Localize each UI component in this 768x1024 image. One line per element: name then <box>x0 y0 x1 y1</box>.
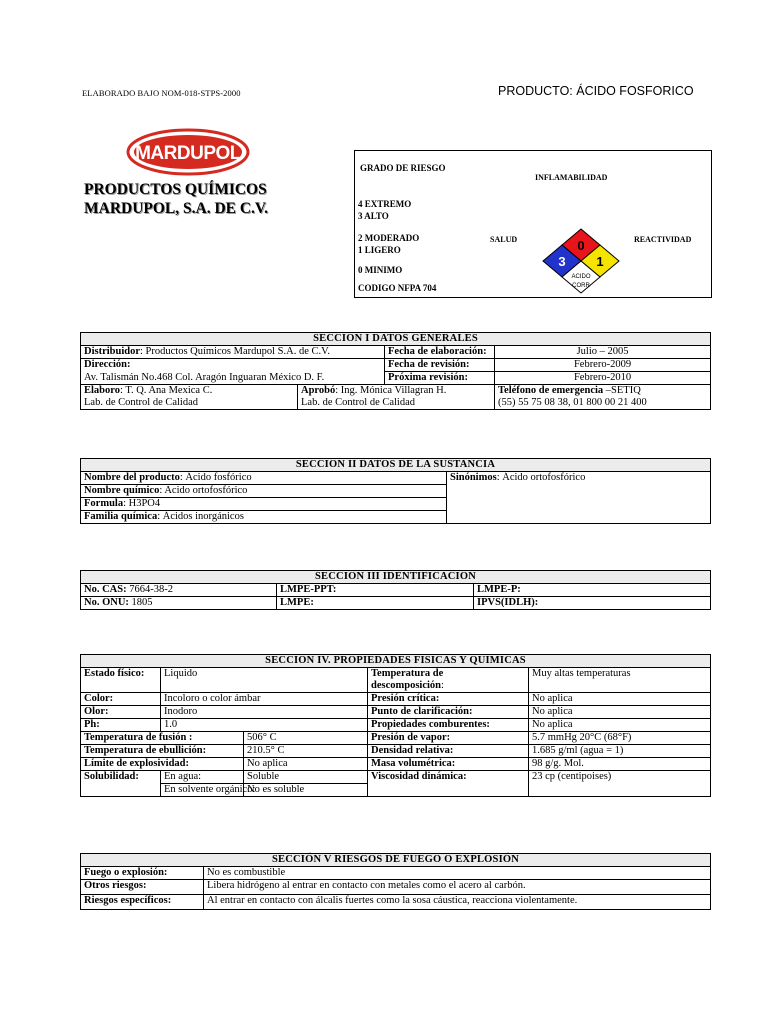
reactivity-label: REACTIVIDAD <box>634 235 692 244</box>
ph-value: 1.0 <box>161 719 368 732</box>
olor-label: Olor: <box>84 706 109 717</box>
direccion-value: Av. Talismán No.468 Col. Aragón Inguaran México D. F. <box>81 372 385 385</box>
otros-value: Libera hidrógeno al entrar en contacto con metales como el acero al carbón. <box>204 880 711 895</box>
ipvs-label: IPVS(IDLH): <box>477 597 539 608</box>
viscosidad-value: 23 cp (centipoises) <box>529 771 711 797</box>
fuego-value: No es combustible <box>204 867 711 880</box>
health-value: 3 <box>558 254 566 269</box>
comburentes-value: No aplica <box>529 719 711 732</box>
olor-value: Inodoro <box>161 706 368 719</box>
nombre-quimico-cell: Nombre químico: Acido ortofosfórico <box>81 485 447 498</box>
special-line1: ACIDO <box>571 274 591 280</box>
section-4-title: SECCION IV. PROPIEDADES FISICAS Y QUIMICAS <box>81 655 711 668</box>
telefono-cell: Teléfono de emergencia –SETIQ (55) 55 75 08 38, 01 800 00 21 400 <box>495 385 711 410</box>
presion-critica-label: Presión crítica: <box>371 693 440 704</box>
flammability-value: 0 <box>577 238 585 253</box>
explosividad-label: Límite de explosividad: <box>84 758 190 769</box>
flammability-label: INFLAMABILIDAD <box>535 173 608 182</box>
level-3: 3 ALTO <box>358 211 389 221</box>
level-4: 4 EXTREMO <box>358 199 412 209</box>
fusion-value: 506° C <box>244 732 368 745</box>
masa-label: Masa volumétrica: <box>371 758 456 769</box>
section-3-identification <box>80 570 711 610</box>
punto-clar-value: No aplica <box>529 706 711 719</box>
proxima-rev-label: Próxima revisión: <box>388 372 469 383</box>
otros-label: Otros riesgos: <box>84 880 147 891</box>
en-agua-value: Soluble <box>244 771 368 784</box>
especificos-value: Al entrar en contacto con álcalis fuertes como la sosa cáustica, reacciona violentamente. <box>204 895 711 910</box>
logo-text: MARDUPOL <box>135 143 241 164</box>
viscosidad-label: Viscosidad dinámica: <box>371 771 467 782</box>
norm-reference: ELABORADO BAJO NOM-018-STPS-2000 <box>82 88 241 98</box>
en-solvente-value: No es soluble <box>244 784 368 797</box>
level-1: 1 LIGERO <box>358 245 401 255</box>
distribuidor-cell: Distribuidor: Productos Químicos Mardupol S.A. de C.V. <box>81 346 385 359</box>
masa-value: 98 g/g. Mol. <box>529 758 711 771</box>
color-value: Incoloro o color ámbar <box>161 693 368 706</box>
aprobo-cell: Aprobó: Ing. Mónica Villagran H. Lab. de Control de Calidad <box>298 385 495 410</box>
formula-cell: Formula: H3PO4 <box>81 498 447 511</box>
fecha-rev-label: Fecha de revisión: <box>388 359 470 370</box>
sinonimos-cell: Sinónimos: Ácido ortofosfórico <box>447 472 711 524</box>
explosividad-value: No aplica <box>244 758 368 771</box>
section-2-title: SECCION II DATOS DE LA SUSTANCIA <box>81 459 711 472</box>
temp-desc-value: Muy altas temperaturas <box>529 668 711 693</box>
company-name: PRODUCTOS QUÍMICOS MARDUPOL, S.A. DE C.V. <box>84 181 269 217</box>
section-3-title: SECCION III IDENTIFICACION <box>81 571 711 584</box>
section-1-general-data <box>80 332 711 410</box>
temp-desc-cell: Temperatura de descomposición: <box>368 668 529 693</box>
presion-vapor-label: Presión de vapor: <box>371 732 451 743</box>
estado-value: Liquido <box>161 668 368 693</box>
section-4-properties <box>80 654 711 797</box>
nfpa-diamond-icon <box>538 227 624 301</box>
section-1-title: SECCION I DATOS GENERALES <box>81 333 711 346</box>
lmpe-ppt-label: LMPE-PPT: <box>280 584 337 595</box>
densidad-label: Densidad relativa: <box>371 745 454 756</box>
onu-cell: No. ONU: 1805 <box>81 597 277 610</box>
presion-vapor-value: 5.7 mmHg 20°C (68°F) <box>529 732 711 745</box>
elaboro-cell: Elaboro: T. Q. Ana Mexica C. Lab. de Control de Calidad <box>81 385 298 410</box>
reactivity-value: 1 <box>596 254 604 269</box>
lmpe-p-label: LMPE-P: <box>477 584 521 595</box>
comburentes-label: Propiedades comburentes: <box>371 719 490 730</box>
en-solvente-label: En solvente orgánico: <box>161 784 244 797</box>
mardupol-logo <box>126 128 250 176</box>
nfpa-code: CODIGO NFPA 704 <box>358 283 437 293</box>
section-5-title: SECCIÓN V RIESGOS DE FUEGO O EXPLOSIÓN <box>81 854 711 867</box>
fuego-label: Fuego o explosión: <box>84 867 168 878</box>
nombre-producto-cell: Nombre del producto: Ácido fosfórico <box>81 472 447 485</box>
fecha-elab-label: Fecha de elaboración: <box>388 346 487 357</box>
risk-title: GRADO DE RIESGO <box>360 163 446 173</box>
special-line2: CORR <box>572 283 590 289</box>
familia-cell: Familia química: Ácidos inorgánicos <box>81 511 447 524</box>
densidad-value: 1.685 g/ml (agua = 1) <box>529 745 711 758</box>
section-2-substance-data <box>80 458 711 524</box>
especificos-label: Riesgos específicos: <box>84 895 172 906</box>
direccion-label: Dirección: <box>84 359 131 370</box>
presion-critica-value: No aplica <box>529 693 711 706</box>
ph-label: Ph: <box>84 719 100 730</box>
fecha-elab-value: Julio – 2005 <box>495 346 711 359</box>
solubilidad-label: Solubilidad: <box>84 771 139 782</box>
lmpe-label: LMPE: <box>280 597 314 608</box>
estado-label: Estado físico: <box>84 668 145 679</box>
risk-grade-box <box>354 150 712 298</box>
punto-clar-label: Punto de clarificación: <box>371 706 473 717</box>
health-label: SALUD <box>490 235 518 244</box>
level-0: 0 MINIMO <box>358 265 403 275</box>
cas-cell: No. CAS: 7664-38-2 <box>81 584 277 597</box>
section-5-fire-risks <box>80 853 711 910</box>
en-agua-label: En agua: <box>161 771 244 784</box>
fusion-label: Temperatura de fusión : <box>84 732 193 743</box>
ebullicion-value: 210.5° C <box>244 745 368 758</box>
level-2: 2 MODERADO <box>358 233 420 243</box>
ebullicion-label: Temperatura de ebullición: <box>84 745 207 756</box>
color-label: Color: <box>84 693 114 704</box>
product-title: PRODUCTO: ÁCIDO FOSFORICO <box>498 84 694 98</box>
proxima-rev-value: Febrero-2010 <box>495 372 711 385</box>
fecha-rev-value: Febrero-2009 <box>495 359 711 372</box>
